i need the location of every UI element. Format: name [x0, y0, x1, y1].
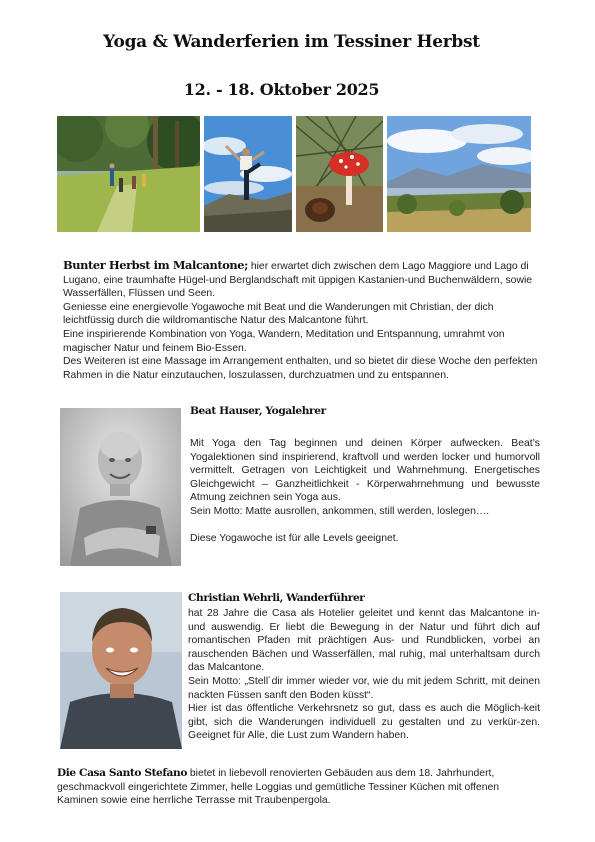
yoga-pose-mountain-photo: [204, 116, 292, 232]
intro-paragraph-3: Eine inspirierende Kombination von Yoga, Wandern, Meditation und Entspannung, umrahmt von magischer Natur und feinem Bio-Essen.: [63, 328, 505, 354]
mushroom-chestnut-photo: [296, 116, 383, 232]
casa-text: bietet in liebevoll renovierten Gebäuden aus dem 18. Jahrhundert, geschmackvoll eingerichtete Zimmer, helle Loggias und gemütliche Tessiner Küchen mit offenen Kaminen sowie eine herrliche Terrasse mit Traubenpergola.: [57, 768, 500, 807]
casa-section: [57, 767, 541, 808]
beat-paragraph-1: Mit Yoga den Tag beginnen und deinen Körper aufwecken. Beat’s Yogalektionen sind inspirierend, kraftvoll und werden locker und humorvoll vermittelt. Getragen von Leichtigkeit und Wahrnehmung. Energetisches Gleichgewicht – Ganzheitlichkeit - Körperwahrnehmung und bewusste Atmung zeichnen sein Yoga aus.: [190, 438, 540, 504]
beat-section: [190, 437, 540, 546]
christian-motto: Sein Motto: „Stell´dir immer wieder vor, wie du mit jedem Schritt, mit deinen nackten Füssen sanft den Boden küsst“.: [188, 675, 540, 701]
beat-motto: Sein Motto: Matte ausrollen, ankommen, still werden, loslegen….: [190, 505, 490, 517]
beat-levels: Diese Yogawoche ist für alle Levels geeignet.: [190, 533, 399, 545]
page-title: Yoga & Wanderferien im Tessiner Herbst: [103, 32, 480, 52]
casa-heading: Die Casa Santo Stefano: [57, 767, 187, 779]
intro-paragraph-2: Geniesse eine energievolle Yogawoche mit Beat und die Wanderungen mit Christian, der dich leichtfüssig durch die wildromantische Natur des Malcantone führt.: [63, 301, 494, 327]
christian-section: [188, 607, 540, 743]
mountain-lake-view-photo: [387, 116, 531, 232]
page-dates: 12. - 18. Oktober 2025: [183, 80, 380, 99]
christian-heading: Christian Wehrli, Wanderführer: [188, 592, 365, 604]
intro-lead: hier erwartet dich zwischen dem Lago Maggiore und Lago di Lugano, eine traumhafte Hügel-und Berglandschaft mit üppigen Kastanien-und Buchenwäldern, sowie Wasserfällen, Flüssen und Seen.: [63, 261, 533, 300]
christian-portrait-photo: [60, 592, 182, 749]
beat-portrait-photo: [60, 408, 181, 566]
intro-heading: Bunter Herbst im Malcantone;: [63, 258, 248, 272]
christian-paragraph-3: Hier ist das öffentliche Verkehrsnetz so gut, dass es auch die Möglich-keit gibt, sich die Wanderungen individuell zu gestalten und zu verkür-zen. Geeignet für Alle, die Lust zum Wandern haben.: [188, 703, 540, 742]
hikers-meadow-photo: [57, 116, 200, 232]
intro-section: [63, 259, 541, 382]
christian-paragraph-1: hat 28 Jahre die Casa als Hotelier geleitet und kennt das Malcantone in- und auswendig. Er liebt die Bewegung in der Natur und führt dich auf romantischen Pfaden mit prächtigen Aus- und Rundblicken, vorbei an rauschenden Bächen und Wasserfällen, mal ruhig, mal unterhaltsam durch das Malcantone.: [188, 608, 540, 674]
beat-heading: Beat Hauser, Yogalehrer: [190, 405, 326, 417]
intro-paragraph-4: Des Weiteren ist eine Massage im Arrangement enthalten, und so bietet dir diese Woche den perfekten Rahmen in die Natur einzutauchen, loszulassen, durchzuatmen und zu entspannen.: [63, 356, 538, 381]
